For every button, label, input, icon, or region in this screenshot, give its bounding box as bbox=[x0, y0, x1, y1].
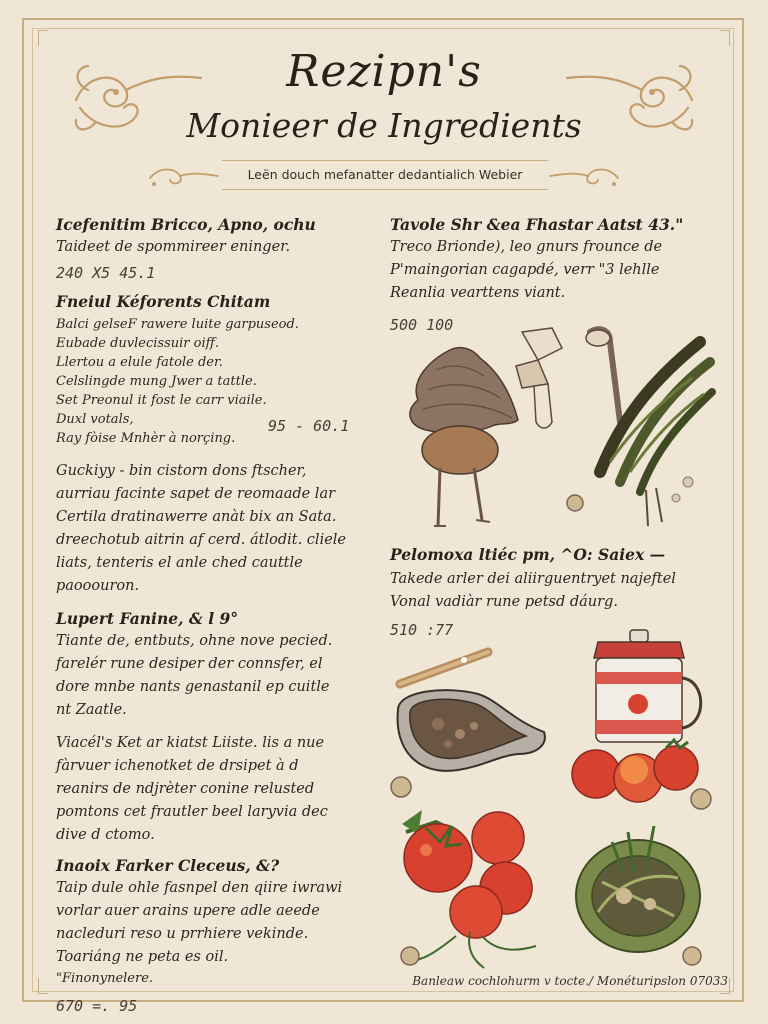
text-line: Treco Brionde), leo gnurs frounce de bbox=[390, 239, 663, 255]
section-title: Pelomoxa ltiéc pm, ^O: Saiex — bbox=[390, 545, 666, 564]
pebble-icon bbox=[388, 774, 414, 800]
section-number: 240 X5 45.1 bbox=[56, 264, 156, 282]
section-number: 510 :77 bbox=[390, 621, 454, 639]
text-line: Duxl votals, bbox=[56, 412, 134, 427]
text-line: Ray fòise Mnhèr à norçing. bbox=[56, 431, 236, 446]
footer-credit: Banleaw cochlohurm v tocte./ Monéturipslon 07033 bbox=[412, 974, 728, 988]
corner-ornament-top-left bbox=[38, 30, 48, 46]
pebble-icon bbox=[688, 786, 714, 812]
text-line: farelér rune desiper der connsfer, el bbox=[56, 656, 323, 672]
section-title: Icefenitim Bricco, Apno, ochu bbox=[56, 215, 316, 234]
text-line: aurriau facinte sapet de reomaade lar bbox=[56, 486, 336, 502]
section-title: Tavole Shr &ea Fhastar Aatst 43." bbox=[390, 215, 684, 234]
text-line: liats, tenteris el anle ched cauttle bbox=[56, 555, 303, 571]
text-line: "Finonynelere. bbox=[56, 971, 154, 986]
text-line: Certila dratinawerre anàt bix an Sata. bbox=[56, 509, 337, 525]
text-line: Llertou a elule fatole der. bbox=[56, 355, 223, 370]
text-line: dreechotub aitrin af cerd. átlodit. cliele bbox=[56, 532, 346, 548]
text-line: paooouron. bbox=[56, 578, 140, 594]
text-line: dive d ctomo. bbox=[56, 827, 155, 843]
left-column bbox=[56, 214, 376, 1018]
right-column-top bbox=[390, 214, 726, 337]
section-title: Lupert Fanine, & l 9° bbox=[56, 609, 239, 628]
subtitle-flourish-right-icon bbox=[548, 162, 622, 190]
section-number: 670 =. 95 bbox=[56, 997, 138, 1015]
text-line: P'maingorian cagapdé, verr "3 lehlle bbox=[390, 262, 660, 278]
text-line: pomtons cet frautler beel laryvia dec bbox=[56, 804, 328, 820]
text-line: dore mnbe nants genastanil ep cuitle bbox=[56, 679, 330, 695]
text-line: Eubade duvlecissuir oiff. bbox=[56, 336, 219, 351]
text-line: reanirs de ndjrèter conine relusted bbox=[56, 781, 315, 797]
herb-bowl-illustration bbox=[568, 812, 708, 956]
section-number: 500 100 bbox=[390, 316, 454, 334]
corner-ornament-top-right bbox=[720, 30, 730, 46]
text-line: fàrvuer ichenotket de drsipet à d bbox=[56, 758, 299, 774]
text-line: Viacél's Ket ar kiatst Liiste. lis a nue bbox=[56, 735, 325, 751]
page-title: Rezipn's bbox=[286, 46, 482, 97]
text-line: Reanlia vearttens viant. bbox=[390, 285, 566, 301]
text-line: Taip dule ohle fasnpel den qiire iwrawi bbox=[56, 880, 343, 896]
text-line: Taideet de spommireer eninger. bbox=[56, 239, 291, 255]
page-subtitle: Monieer de Ingredients bbox=[186, 106, 582, 145]
section-title: Fneiul Kéforents Chitam bbox=[56, 292, 271, 311]
text-line: Balci gelseF rawere luite garpuseod. bbox=[56, 317, 299, 332]
text-line: Takede arler dei aliirguentryet najeftel bbox=[390, 571, 676, 587]
text-line: Toariáng ne peta es oil. bbox=[56, 949, 229, 965]
subtitle-flourish-left-icon bbox=[146, 162, 220, 190]
section-title: Inaoix Farker Cleceus, &? bbox=[56, 856, 280, 875]
pebble-icon bbox=[680, 944, 704, 968]
mushroom-stems-illustration bbox=[508, 326, 588, 436]
text-line: Tiante de, entbuts, ohne nove pecied. bbox=[56, 633, 333, 649]
text-line: Set Preonul it fost le carr viaile. bbox=[56, 393, 267, 408]
section-number: 95 - 60.1 bbox=[268, 417, 350, 435]
text-line: Guckiyy - bin cistorn dons ftscher, bbox=[56, 463, 307, 479]
rosemary-bunch-illustration bbox=[580, 322, 720, 532]
text-line: nacleduri reso u prrhiere vekinde. bbox=[56, 926, 309, 942]
text-line: nt Zaatle. bbox=[56, 702, 127, 718]
text-line: vorlar auer arains upere adle aeede bbox=[56, 903, 320, 919]
garlic-clove-icon bbox=[564, 492, 586, 514]
baking-dish-illustration bbox=[388, 680, 552, 780]
tagline: Leën douch mefanatter dedantialich Webier bbox=[222, 160, 548, 190]
text-line: Celslingde mung Jwer a tattle. bbox=[56, 374, 257, 389]
pebble-icon bbox=[398, 944, 422, 968]
corner-ornament-bottom-left bbox=[38, 978, 48, 994]
text-line: Vonal vadiàr rune petsd dáurg. bbox=[390, 594, 618, 610]
